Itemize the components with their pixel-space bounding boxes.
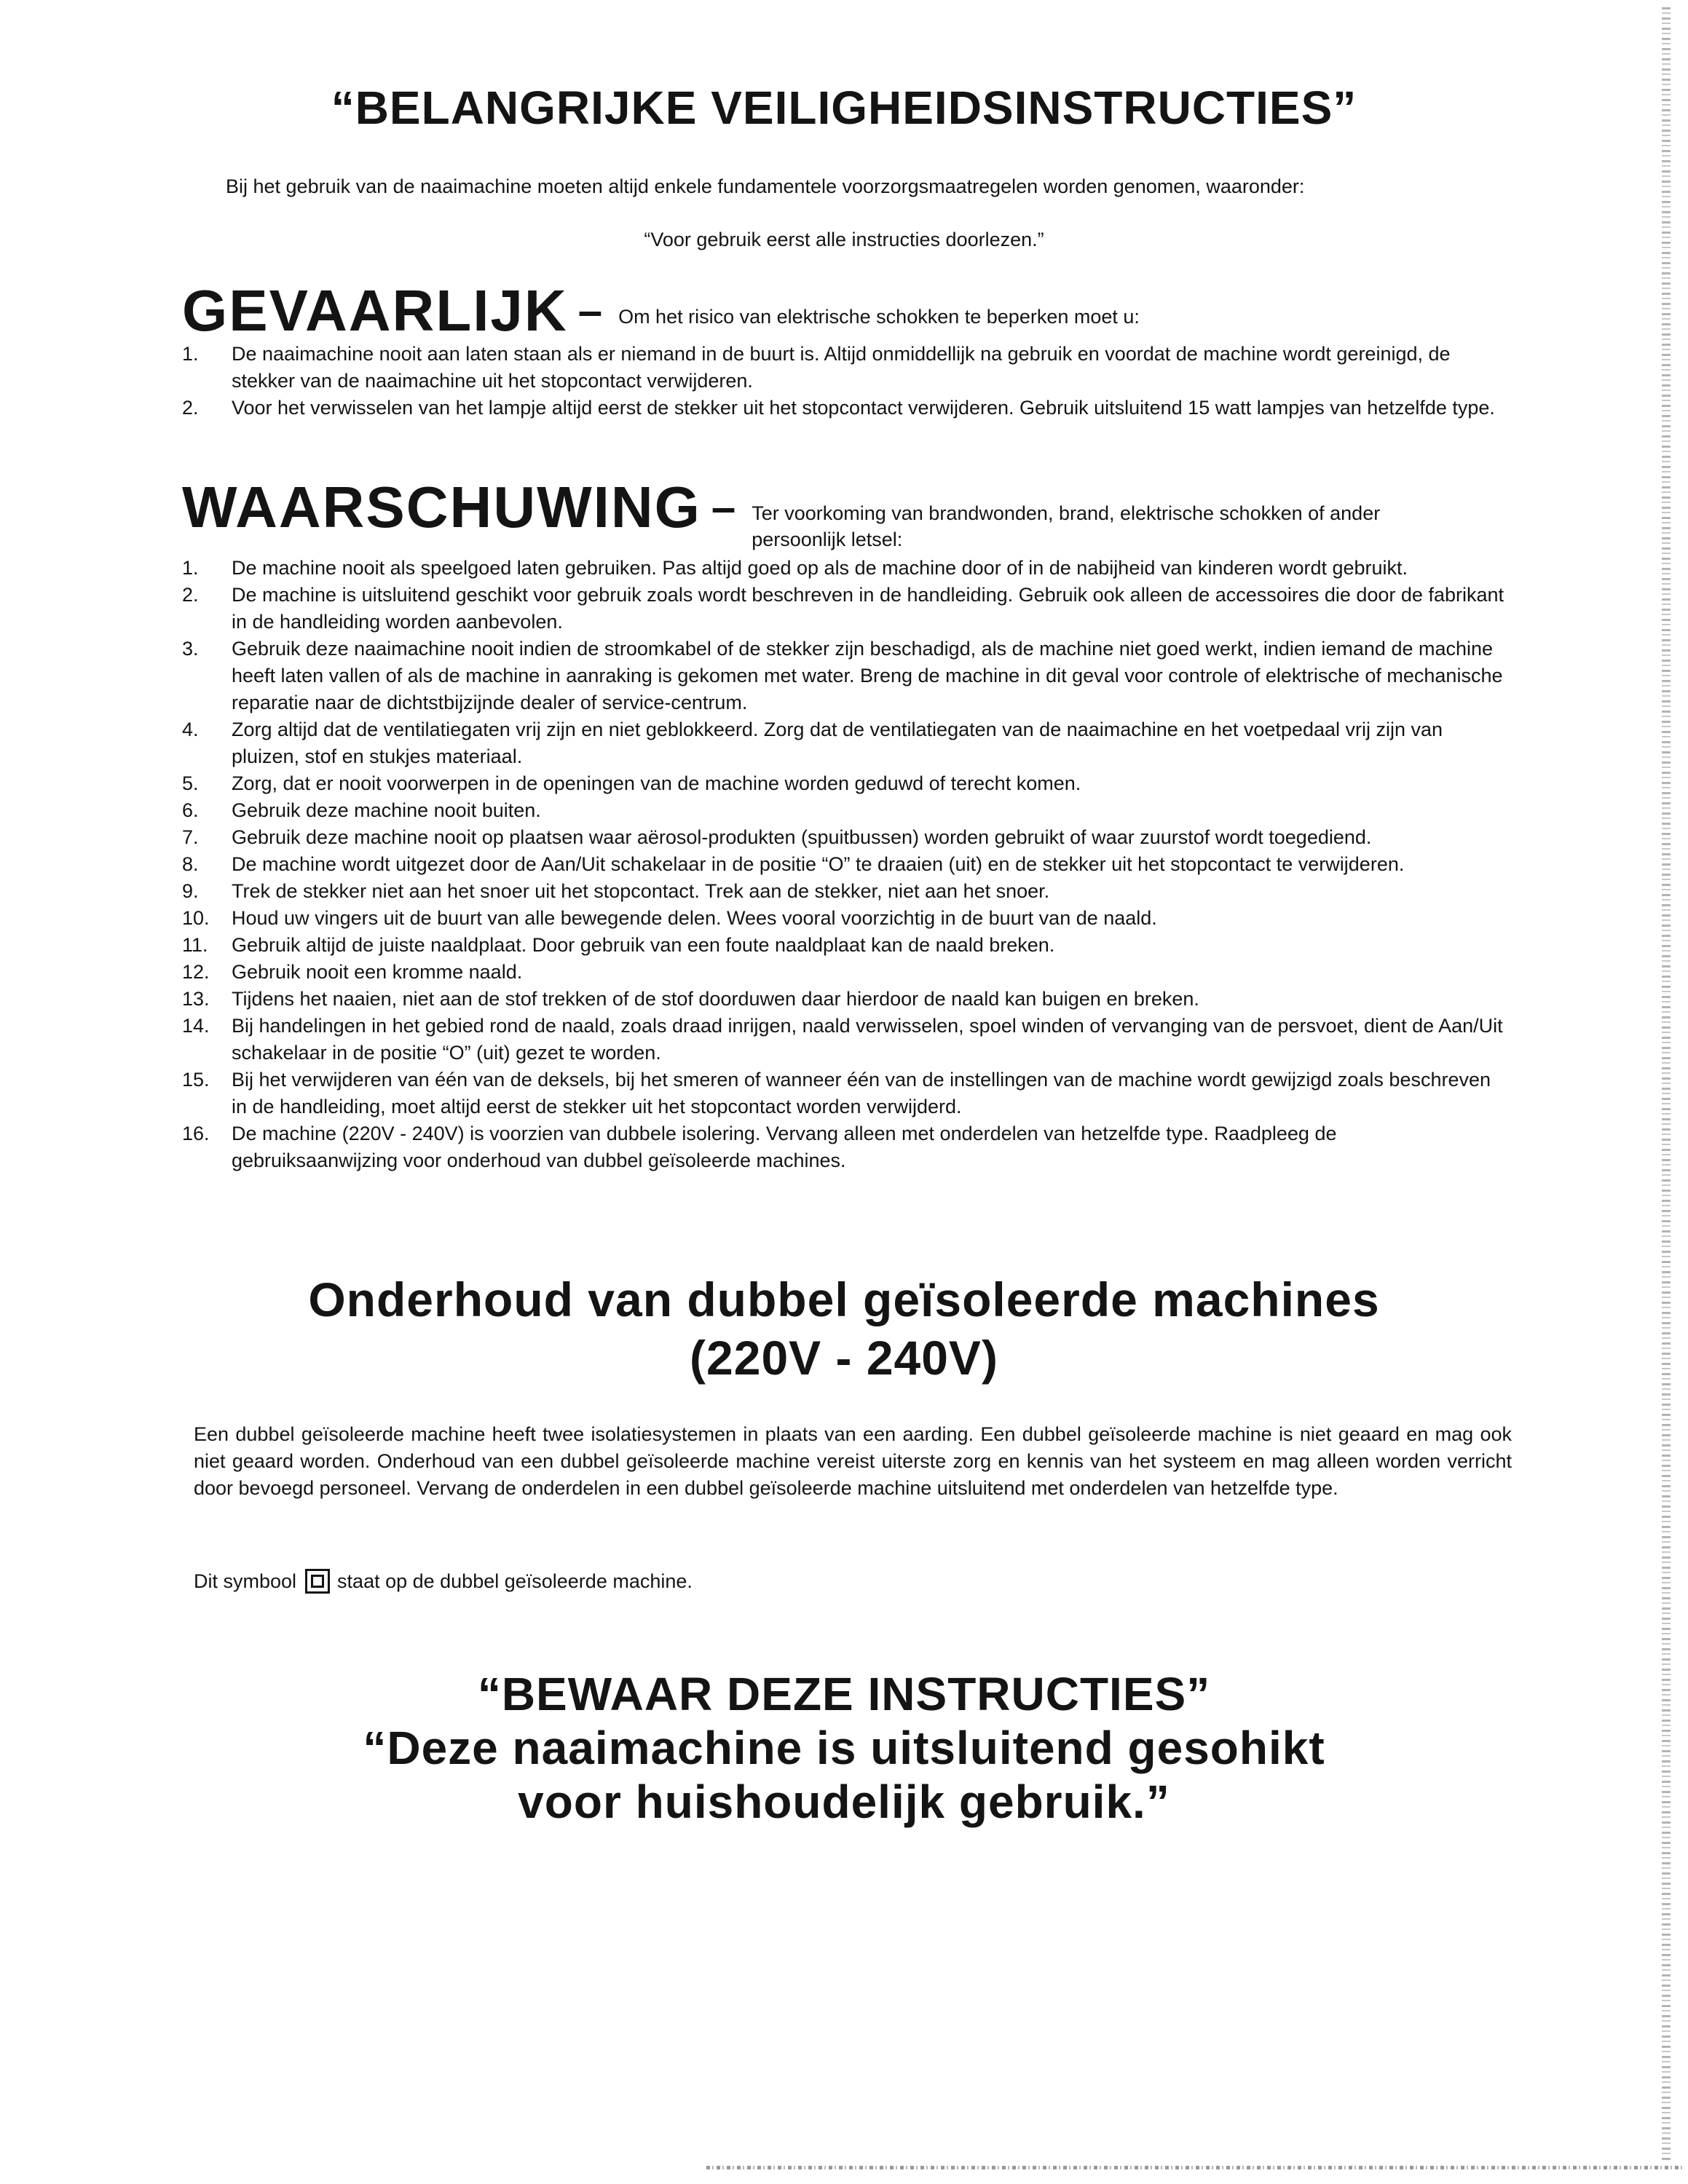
- list-item: [182, 797, 1507, 824]
- list-item-text: Tijdens het naaien, niet aan de stof trekken of de stof doorduwen daar hierdoor de naald kan buigen en breken.: [232, 988, 1199, 1010]
- list-item-text: Bij het verwijderen van één van de deksels, bij het smeren of wanneer één van de instellingen van de machine wordt gewijzigd zoals beschreven in de handleiding, moet altijd eerst de stekker uit het stopcontact worden verwijderd.: [232, 1069, 1491, 1117]
- list-item-number: 8.: [182, 853, 199, 875]
- symbol-line: [194, 1567, 693, 1596]
- list-item-text: De machine wordt uitgezet door de Aan/Uit schakelaar in de positie “O” te draaien (uit) en de stekker uit het stopcontact te verwijderen.: [232, 853, 1405, 875]
- list-item-number: 3.: [182, 638, 199, 660]
- gevaarlijk-dash: –: [577, 286, 603, 335]
- waarschuwing-heading: WAARSCHUWING: [182, 475, 701, 539]
- list-item: [182, 341, 1507, 395]
- list-item: [182, 582, 1507, 636]
- list-item-number: 10.: [182, 907, 210, 929]
- gevaarlijk-heading: GEVAARLIJK: [182, 278, 568, 343]
- list-item: [182, 770, 1507, 797]
- list-item: [182, 959, 1507, 986]
- list-item-text: De machine (220V - 240V) is voorzien van dubbele isolering. Vervang alleen met onderdelen van hetzelfde type. Raadpleeg de gebruiksaanwijzing voor onderhoud van dubbel geïsoleerde machines.: [232, 1123, 1337, 1171]
- closing-block: [0, 1667, 1688, 1829]
- list-item-number: 14.: [182, 1015, 210, 1037]
- gevaarlijk-subtitle: Om het risico van elektrische schokken te beperken moet u:: [618, 306, 1140, 328]
- list-item-number: 2.: [182, 397, 199, 419]
- list-item-text: De machine nooit als speelgoed laten gebruiken. Pas altijd goed op als de machine door of in de nabijheid van kinderen wordt gebruikt.: [232, 557, 1408, 579]
- list-item-number: 1.: [182, 557, 199, 579]
- list-item: [182, 1067, 1507, 1120]
- gevaarlijk-header: [182, 280, 1507, 341]
- waarschuwing-header: [182, 477, 1507, 553]
- onderhoud-paragraph: Een dubbel geïsoleerde machine heeft twee isolatiesystemen in plaats van een aarding. Een dubbel geïsoleerde machine is niet geaard en mag ook niet geaard worden. Onderhoud van een dubbel geïsoleerde machine vereist uiterste zorg en kennis van het systeem en mag alleen worden verricht door bevoegd personeel. Vervang de onderdelen in een dubbel geïsoleerde machine uitsluitend met onderdelen van hetzelfde type.: [194, 1423, 1512, 1499]
- list-item-number: 12.: [182, 961, 210, 983]
- list-item-text: Trek de stekker niet aan het snoer uit het stopcontact. Trek aan de stekker, niet aan het snoer.: [232, 880, 1050, 902]
- list-item-text: Bij handelingen in het gebied rond de naald, zoals draad inrijgen, naald verwisselen, spoel winden of vervanging van de persvoet, dient de Aan/Uit schakelaar in de positie “O” (uit) gezet te worden.: [232, 1015, 1503, 1064]
- intro-quote: “Voor gebruik eerst alle instructies doorlezen.”: [644, 229, 1044, 250]
- list-item: [182, 395, 1507, 422]
- symbol-text-before: Dit symbool: [194, 1570, 297, 1592]
- list-item: [182, 905, 1507, 932]
- list-item-text: Gebruik deze naaimachine nooit indien de stroomkabel of de stekker zijn beschadigd, als de machine niet goed werkt, indien iemand de machine heeft laten vallen of als de machine in aanraking is gekomen met water. Breng de machine in dit geval voor controle of elektrische of mechanische reparatie naar de dichtstbijzijnde dealer of service-centrum.: [232, 638, 1503, 713]
- list-item-number: 15.: [182, 1069, 210, 1091]
- double-insulation-icon: [305, 1569, 330, 1594]
- list-item: [182, 878, 1507, 905]
- list-item-number: 6.: [182, 799, 199, 821]
- list-item: [182, 932, 1507, 959]
- list-item-number: 5.: [182, 772, 199, 794]
- list-item: [182, 1013, 1507, 1067]
- list-item: [182, 555, 1507, 582]
- list-item-text: Zorg altijd dat de ventilatiegaten vrij zijn en niet geblokkeerd. Zorg dat de ventilatiegaten van de naaimachine en het voetpedaal vrij zijn van pluizen, stof en stukjes materiaal.: [232, 719, 1443, 767]
- gevaarlijk-list: [182, 341, 1507, 422]
- list-item-text: Zorg, dat er nooit voorwerpen in de openingen van de machine worden geduwd of terecht komen.: [232, 772, 1081, 794]
- list-item-number: 11.: [182, 934, 208, 956]
- onderhoud-heading-line2: (220V - 240V): [690, 1331, 998, 1385]
- list-item-text: Gebruik altijd de juiste naaldplaat. Door gebruik van een foute naaldplaat kan de naald breken.: [232, 934, 1055, 956]
- list-item-number: 7.: [182, 826, 199, 848]
- list-item-text: Gebruik deze machine nooit buiten.: [232, 799, 541, 821]
- list-item-number: 1.: [182, 343, 199, 365]
- closing-line1: “BEWAAR DEZE INSTRUCTIES”: [477, 1668, 1211, 1720]
- list-item-number: 16.: [182, 1123, 210, 1144]
- list-item: [182, 636, 1507, 716]
- symbol-text-after: staat op de dubbel geïsoleerde machine.: [337, 1570, 693, 1592]
- scan-edge-right: [1662, 7, 1671, 2162]
- waarschuwing-subtitle: Ter voorkoming van brandwonden, brand, elektrische schokken of ander persoonlijk letsel:: [752, 502, 1381, 550]
- page-title: “BELANGRIJKE VEILIGHEIDSINSTRUCTIES”: [331, 82, 1357, 134]
- list-item-text: Voor het verwisselen van het lampje altijd eerst de stekker uit het stopcontact verwijderen. Gebruik uitsluitend 15 watt lampjes van hetzelfde type.: [232, 397, 1495, 419]
- closing-line2: “Deze naaimachine is uitsluitend gesohikt: [363, 1722, 1325, 1774]
- list-item-text: De machine is uitsluitend geschikt voor gebruik zoals wordt beschreven in de handleiding. Gebruik ook alleen de accessoires die door de fabrikant in de handleiding worden aanbevolen.: [232, 584, 1504, 633]
- scan-edge-bottom: [706, 2166, 1682, 2169]
- closing-line3: voor huishoudelijk gebruik.”: [518, 1776, 1170, 1828]
- list-item: [182, 716, 1507, 770]
- list-item: [182, 1120, 1507, 1174]
- waarschuwing-dash: –: [711, 483, 736, 531]
- onderhoud-heading: [0, 1270, 1688, 1387]
- list-item-text: Houd uw vingers uit de buurt van alle bewegende delen. Wees vooral voorzichtig in de buurt van de naald.: [232, 907, 1157, 929]
- list-item-number: 2.: [182, 584, 199, 606]
- onderhoud-heading-line1: Onderhoud van dubbel geïsoleerde machines: [308, 1273, 1380, 1326]
- list-item: [182, 851, 1507, 878]
- waarschuwing-list: [182, 555, 1507, 1174]
- list-item-text: Gebruik nooit een kromme naald.: [232, 961, 523, 983]
- list-item-text: Gebruik deze machine nooit op plaatsen waar aërosol-produkten (spuitbussen) worden gebruikt of waar zuurstof wordt toegediend.: [232, 826, 1372, 848]
- intro-text: Bij het gebruik van de naaimachine moeten altijd enkele fundamentele voorzorgsmaatregelen worden genomen, waaronder:: [226, 175, 1305, 197]
- list-item-number: 9.: [182, 880, 199, 902]
- list-item: [182, 986, 1507, 1013]
- list-item-number: 13.: [182, 988, 210, 1010]
- list-item-text: De naaimachine nooit aan laten staan als er niemand in de buurt is. Altijd onmiddellijk na gebruik en voordat de machine wordt gereinigd, de stekker van de naaimachine uit het stopcontact verwijderen.: [232, 343, 1451, 392]
- list-item: [182, 824, 1507, 851]
- list-item-number: 4.: [182, 719, 199, 740]
